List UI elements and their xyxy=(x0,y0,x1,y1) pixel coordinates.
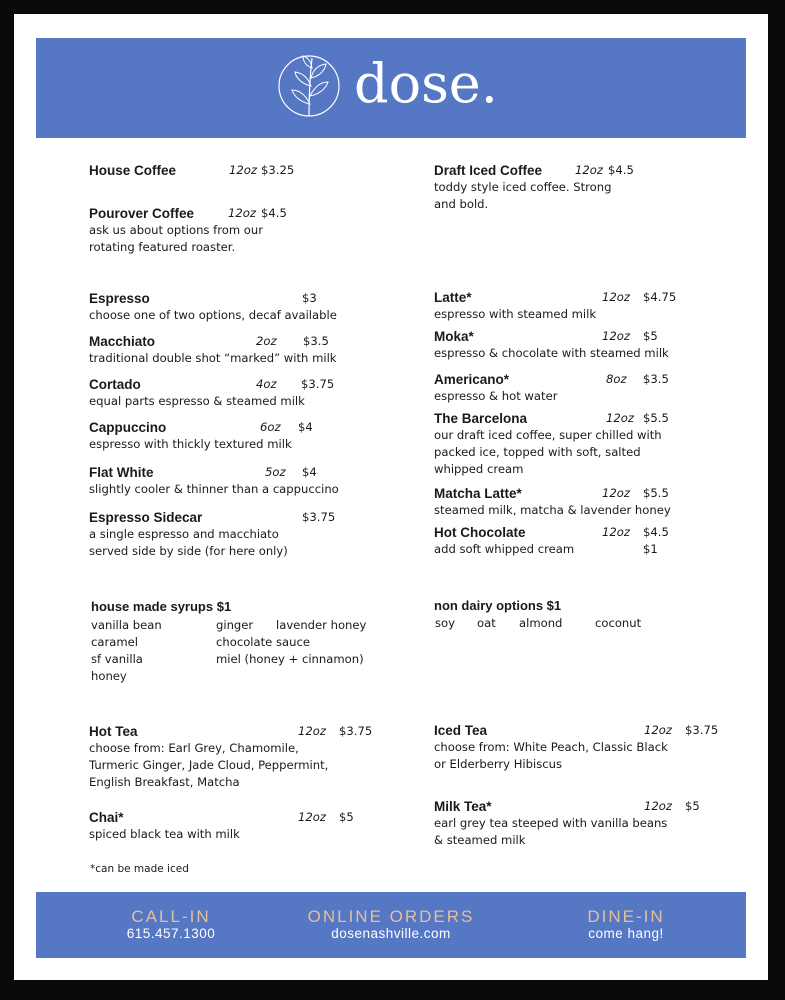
item-name: Cortado xyxy=(89,377,141,392)
item-size: 12oz xyxy=(298,810,326,824)
menu-item-chai xyxy=(89,809,354,843)
syrup-option: caramel xyxy=(91,635,138,649)
item-price: $4 xyxy=(298,420,313,434)
item-desc: slightly cooler & thinner than a cappuccino xyxy=(89,482,339,496)
menu-item-espresso-sidecar xyxy=(89,509,336,560)
menu-item-latte xyxy=(434,289,677,323)
item-price: $5 xyxy=(685,799,700,813)
item-desc: or Elderberry Hibiscus xyxy=(434,757,563,771)
item-size: 12oz xyxy=(229,163,257,177)
item-price: $5 xyxy=(643,329,658,343)
item-size: 12oz xyxy=(602,525,630,539)
item-price: $5.5 xyxy=(643,411,669,425)
item-price: $5.5 xyxy=(643,486,669,500)
item-desc: English Breakfast, Matcha xyxy=(89,775,240,789)
item-size: 12oz xyxy=(575,163,603,177)
item-desc: espresso with thickly textured milk xyxy=(89,437,292,451)
menu-item-espresso xyxy=(89,290,337,324)
menu-item-macchiato xyxy=(89,333,337,367)
menu-item-moka xyxy=(434,328,669,362)
non-dairy-option: coconut xyxy=(595,616,642,630)
item-desc: our draft iced coffee, super chilled with xyxy=(434,428,662,442)
item-desc: & steamed milk xyxy=(434,833,526,847)
non-dairy-option: oat xyxy=(477,616,496,630)
online-orders-heading: ONLINE ORDERS xyxy=(307,907,475,926)
item-name: Hot Tea xyxy=(89,724,138,739)
item-desc: traditional double shot “marked” with milk xyxy=(89,351,337,365)
item-size: 2oz xyxy=(256,334,277,348)
item-desc: rotating featured roaster. xyxy=(89,240,236,254)
item-desc: packed ice, topped with soft, salted xyxy=(434,445,641,459)
item-price: $4.5 xyxy=(608,163,634,177)
menu-item-house-coffee xyxy=(89,162,295,179)
item-price: $5 xyxy=(339,810,354,824)
item-name: Matcha Latte* xyxy=(434,486,522,501)
item-price: $3.75 xyxy=(339,724,373,738)
item-desc: espresso & chocolate with steamed milk xyxy=(434,346,669,360)
menu-item-iced-tea xyxy=(434,722,719,773)
footnote: *can be made iced xyxy=(90,863,189,875)
item-price: $3.75 xyxy=(301,377,335,391)
syrup-option: lavender honey xyxy=(276,618,367,632)
item-desc: espresso & hot water xyxy=(434,389,558,403)
footer-band xyxy=(36,892,746,958)
item-desc: whipped cream xyxy=(434,462,524,476)
item-size: 12oz xyxy=(602,329,630,343)
dine-in-sub: come hang! xyxy=(588,926,664,941)
syrup-option: miel (honey + cinnamon) xyxy=(216,652,364,666)
menu-item-hot-chocolate xyxy=(434,524,669,558)
non-dairy-option: almond xyxy=(519,616,563,630)
item-size: 12oz xyxy=(602,486,630,500)
item-size: 8oz xyxy=(606,372,627,386)
item-desc: served side by side (for here only) xyxy=(89,544,288,558)
item-name: Moka* xyxy=(434,329,474,344)
syrup-option: vanilla bean xyxy=(91,618,162,632)
item-price: $4.5 xyxy=(643,525,669,539)
footer-dine-in xyxy=(566,908,686,942)
item-name: House Coffee xyxy=(89,163,177,178)
item-name: Cappuccino xyxy=(89,420,167,435)
item-name: Milk Tea* xyxy=(434,799,492,814)
item-name: Iced Tea xyxy=(434,723,488,738)
item-desc: ask us about options from our xyxy=(89,223,264,237)
menu-item-draft-iced-coffee xyxy=(434,162,634,213)
item-price: $3.75 xyxy=(685,723,719,737)
leaf-logo-icon xyxy=(276,46,342,130)
non-dairy-heading: non dairy options $1 xyxy=(434,598,562,613)
item-name: Americano* xyxy=(434,372,510,387)
item-size: 4oz xyxy=(256,377,277,391)
item-size: 6oz xyxy=(260,420,281,434)
item-name: Hot Chocolate xyxy=(434,525,526,540)
addon-price: $1 xyxy=(643,542,658,556)
item-name: Macchiato xyxy=(89,334,156,349)
item-name: Espresso Sidecar xyxy=(89,510,203,525)
brand-logo: dose. xyxy=(354,52,498,115)
item-desc: toddy style iced coffee. Strong xyxy=(434,180,612,194)
syrups-heading: house made syrups $1 xyxy=(91,599,232,614)
header-band xyxy=(36,38,746,138)
item-desc: espresso with steamed milk xyxy=(434,307,597,321)
item-name: The Barcelona xyxy=(434,411,528,426)
item-desc: and bold. xyxy=(434,197,489,211)
menu-item-matcha-latte xyxy=(434,485,671,519)
item-desc: choose from: Earl Grey, Chamomile, xyxy=(89,741,299,755)
call-in-heading: CALL-IN xyxy=(131,907,211,926)
item-price: $3 xyxy=(302,291,317,305)
menu-item-cortado xyxy=(89,376,335,410)
syrup-option: ginger xyxy=(216,618,254,632)
footer-online-orders xyxy=(291,908,491,942)
item-desc: steamed milk, matcha & lavender honey xyxy=(434,503,671,517)
item-size: 5oz xyxy=(265,465,286,479)
item-desc: a single espresso and macchiato xyxy=(89,527,279,541)
item-desc: choose one of two options, decaf available xyxy=(89,308,337,322)
item-price: $3.5 xyxy=(303,334,329,348)
item-price: $4.75 xyxy=(643,290,677,304)
syrup-option: honey xyxy=(91,669,127,683)
item-size: 12oz xyxy=(602,290,630,304)
syrup-option: sf vanilla xyxy=(91,652,143,666)
item-desc: add soft whipped cream xyxy=(434,542,575,556)
item-desc: Turmeric Ginger, Jade Cloud, Peppermint, xyxy=(89,758,329,772)
item-price: $4 xyxy=(302,465,317,479)
item-desc: earl grey tea steeped with vanilla beans xyxy=(434,816,668,830)
menu-item-cappuccino xyxy=(89,419,313,453)
item-price: $4.5 xyxy=(261,206,287,220)
phone-number[interactable]: 615.457.1300 xyxy=(126,926,216,941)
menu-item-flat-white xyxy=(89,464,339,498)
menu-page xyxy=(14,14,768,980)
item-name: Draft Iced Coffee xyxy=(434,163,543,178)
menu-item-pourover-coffee xyxy=(89,205,287,256)
website-link[interactable]: dosenashville.com xyxy=(331,926,451,941)
item-price: $3.75 xyxy=(302,510,336,524)
non-dairy-option: soy xyxy=(435,616,455,630)
footer-call-in xyxy=(96,908,246,942)
menu-item-milk-tea xyxy=(434,798,700,849)
item-name: Latte* xyxy=(434,290,472,305)
item-name: Pourover Coffee xyxy=(89,206,195,221)
menu-item-the-barcelona xyxy=(434,410,669,478)
dine-in-heading: DINE-IN xyxy=(587,907,665,926)
item-name: Chai* xyxy=(89,810,124,825)
item-size: 12oz xyxy=(644,799,672,813)
item-size: 12oz xyxy=(606,411,634,425)
item-desc: choose from: White Peach, Classic Black xyxy=(434,740,668,754)
item-price: $3.25 xyxy=(261,163,295,177)
menu-item-americano xyxy=(434,371,669,405)
item-size: 12oz xyxy=(228,206,256,220)
syrup-option: chocolate sauce xyxy=(216,635,310,649)
item-name: Flat White xyxy=(89,465,154,480)
item-size: 12oz xyxy=(644,723,672,737)
menu-item-hot-tea xyxy=(89,723,373,791)
item-desc: spiced black tea with milk xyxy=(89,827,240,841)
item-desc: equal parts espresso & steamed milk xyxy=(89,394,305,408)
item-name: Espresso xyxy=(89,291,150,306)
item-size: 12oz xyxy=(298,724,326,738)
item-price: $3.5 xyxy=(643,372,669,386)
